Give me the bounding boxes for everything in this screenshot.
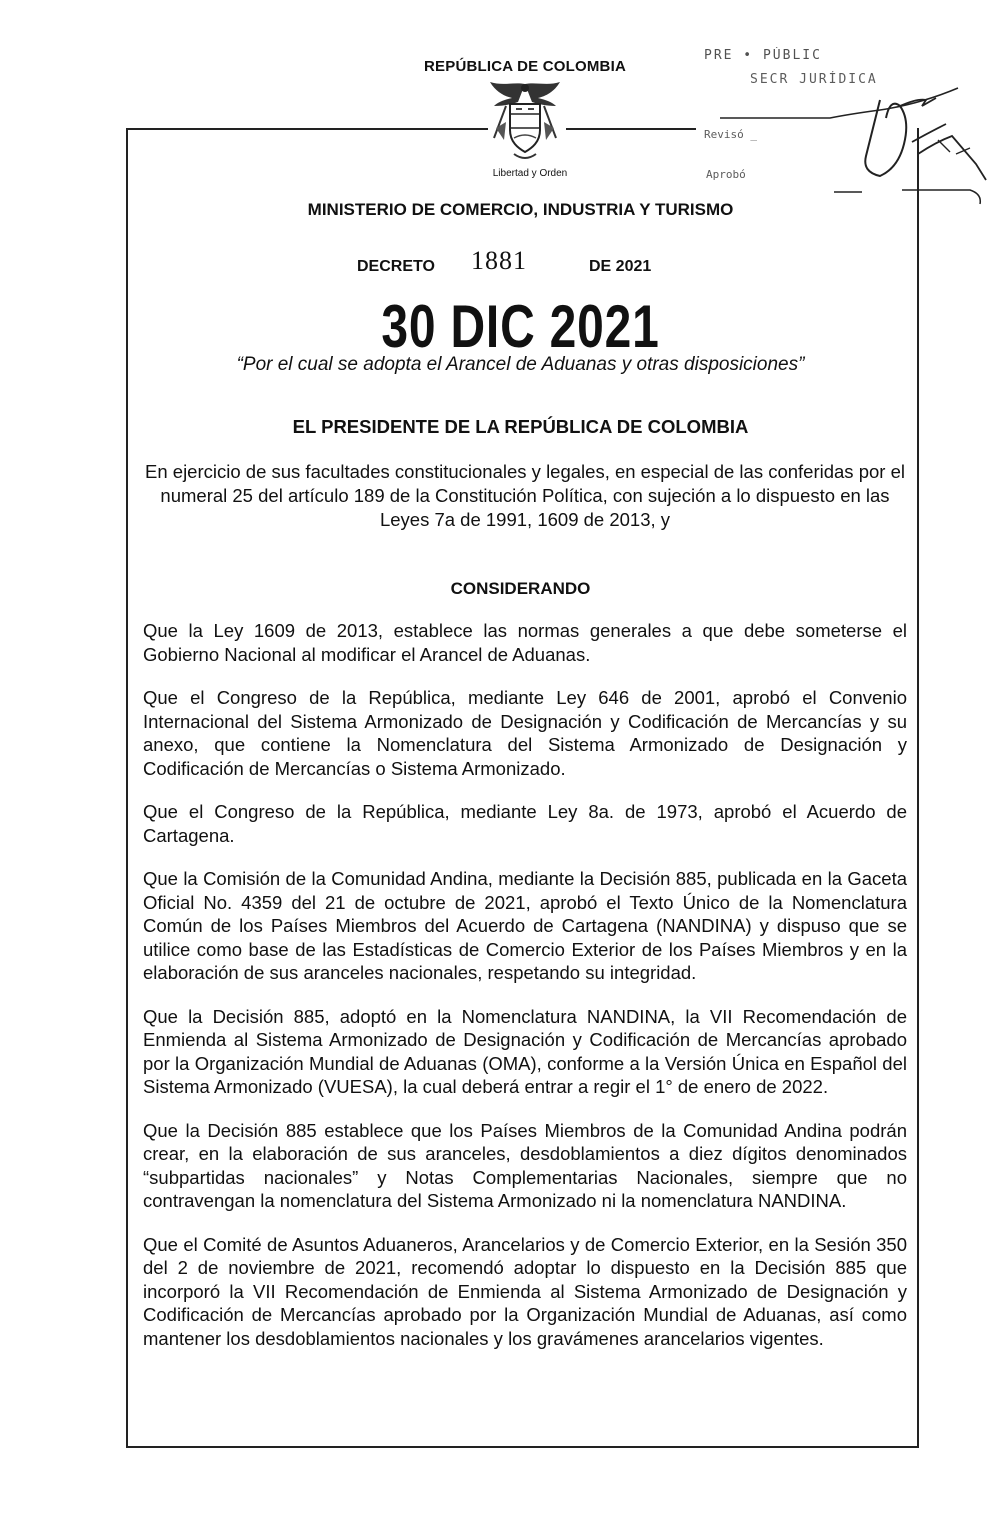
decree-year: DE 2021: [589, 258, 652, 275]
authority-intro: En ejercicio de sus facultades constitucionales y legales, en especial de las conferidas por el numeral 25 del artículo 189 de la Constitución Política, con sujeción a lo dispuesto en las Leyes 7a de 1991, 1609 de 2013, y: [145, 461, 905, 530]
paragraph: Que la Ley 1609 de 2013, establece las normas generales a que debe someterse el Gobierno Nacional al modificar el Arancel de Aduanas.: [143, 620, 907, 665]
paragraph: Que el Comité de Asuntos Aduaneros, Arancelarios y de Comercio Exterior, en la Sesión 350 del 2 de noviembre de 2021, recomendó adoptar lo dispuesto en la Decisión 885 que incorporó la VII Recomendación de Enmienda al Sistema Armonizado de Designación y Codificación de Mercancías aprobado por la Organización Mundial de Aduanas, así como mantener los desdoblamientos nacionales y los gravámenes arancelarios vigentes.: [143, 1233, 907, 1349]
paragraph: Que el Congreso de la República, mediante Ley 646 de 2001, aprobó el Convenio Internacional del Sistema Armonizado de Designación y Codificación de Mercancías y su anexo, que contiene la Nomenclatura del Sistema Armonizado de Designación y Codificación de Mercancías o Sistema Armonizado.: [143, 687, 907, 779]
paragraph: Que la Decisión 885, adoptó en la Nomenclatura NANDINA, la VII Recomendación de Enmienda al Sistema Armonizado de Designación y Codificación de Mercancías aprobado por la Organización Mundial de Aduanas (OMA), conforme a la Versión Única en Español del Sistema Armonizado (VUESA), la cual deberá entrar a regir el 1° de enero de 2022.: [143, 1005, 907, 1097]
paragraph: Que la Comisión de la Comunidad Andina, mediante la Decisión 885, publicada en la Gaceta Oficial No. 4359 del 21 de octubre de 2021, aprobó el Texto Único de la Nomenclatura Común de los Países Miembros del Acuerdo de Cartagena (NANDINA) y dispuso que se utilice como base de las Estadísticas de Comercio Exterior de los Países Miembros y en la elaboración de sus aranceles nacionales, respetando su integridad.: [143, 868, 907, 983]
decree-heading: [357, 246, 717, 292]
paragraph: Que la Decisión 885 establece que los Países Miembros de la Comunidad Andina podrán crear, en la elaboración de sus aranceles, desdoblamientos a diez dígitos denominados “subpartidas nacionales” y Notas Complementarias Nacionales, siempre que no contravengan la nomenclatura del Sistema Armonizado ni la nomenclatura NANDINA.: [143, 1119, 907, 1211]
considerando-heading: CONSIDERANDO: [450, 579, 591, 598]
top-border-left: [126, 128, 488, 130]
authority-title: EL PRESIDENTE DE LA REPÚBLICA DE COLOMBIA: [292, 416, 749, 437]
stamp-aprobo: Aprobó: [706, 168, 746, 181]
stamp-line-2: SECR JURÍDICA: [750, 72, 878, 87]
decree-label: DECRETO: [357, 258, 435, 275]
coat-of-arms-icon: [484, 78, 566, 168]
stamp-reviso: Revisó _: [704, 128, 757, 141]
decree-subject: “Por el cual se adopta el Arancel de Aduanas y otras disposiciones”: [236, 354, 805, 375]
stamp-line-1: PRE • PÚBLIC: [704, 48, 822, 63]
top-border-right: [566, 128, 696, 130]
handwritten-signature: [690, 40, 990, 210]
ministry-heading: MINISTERIO DE COMERCIO, INDUSTRIA Y TURISMO: [307, 200, 734, 219]
paragraph: Que el Congreso de la República, mediante Ley 8a. de 1973, aprobó el Acuerdo de Cartagena.: [143, 801, 907, 846]
seal-caption: Libertad y Orden: [492, 168, 568, 179]
country-heading: REPÚBLICA DE COLOMBIA: [424, 58, 626, 75]
considerando-body: [143, 619, 907, 1370]
review-stamp: [690, 40, 990, 210]
date-stamp: 30 DIC 2021: [381, 293, 660, 360]
decree-number: 1881: [471, 246, 527, 275]
